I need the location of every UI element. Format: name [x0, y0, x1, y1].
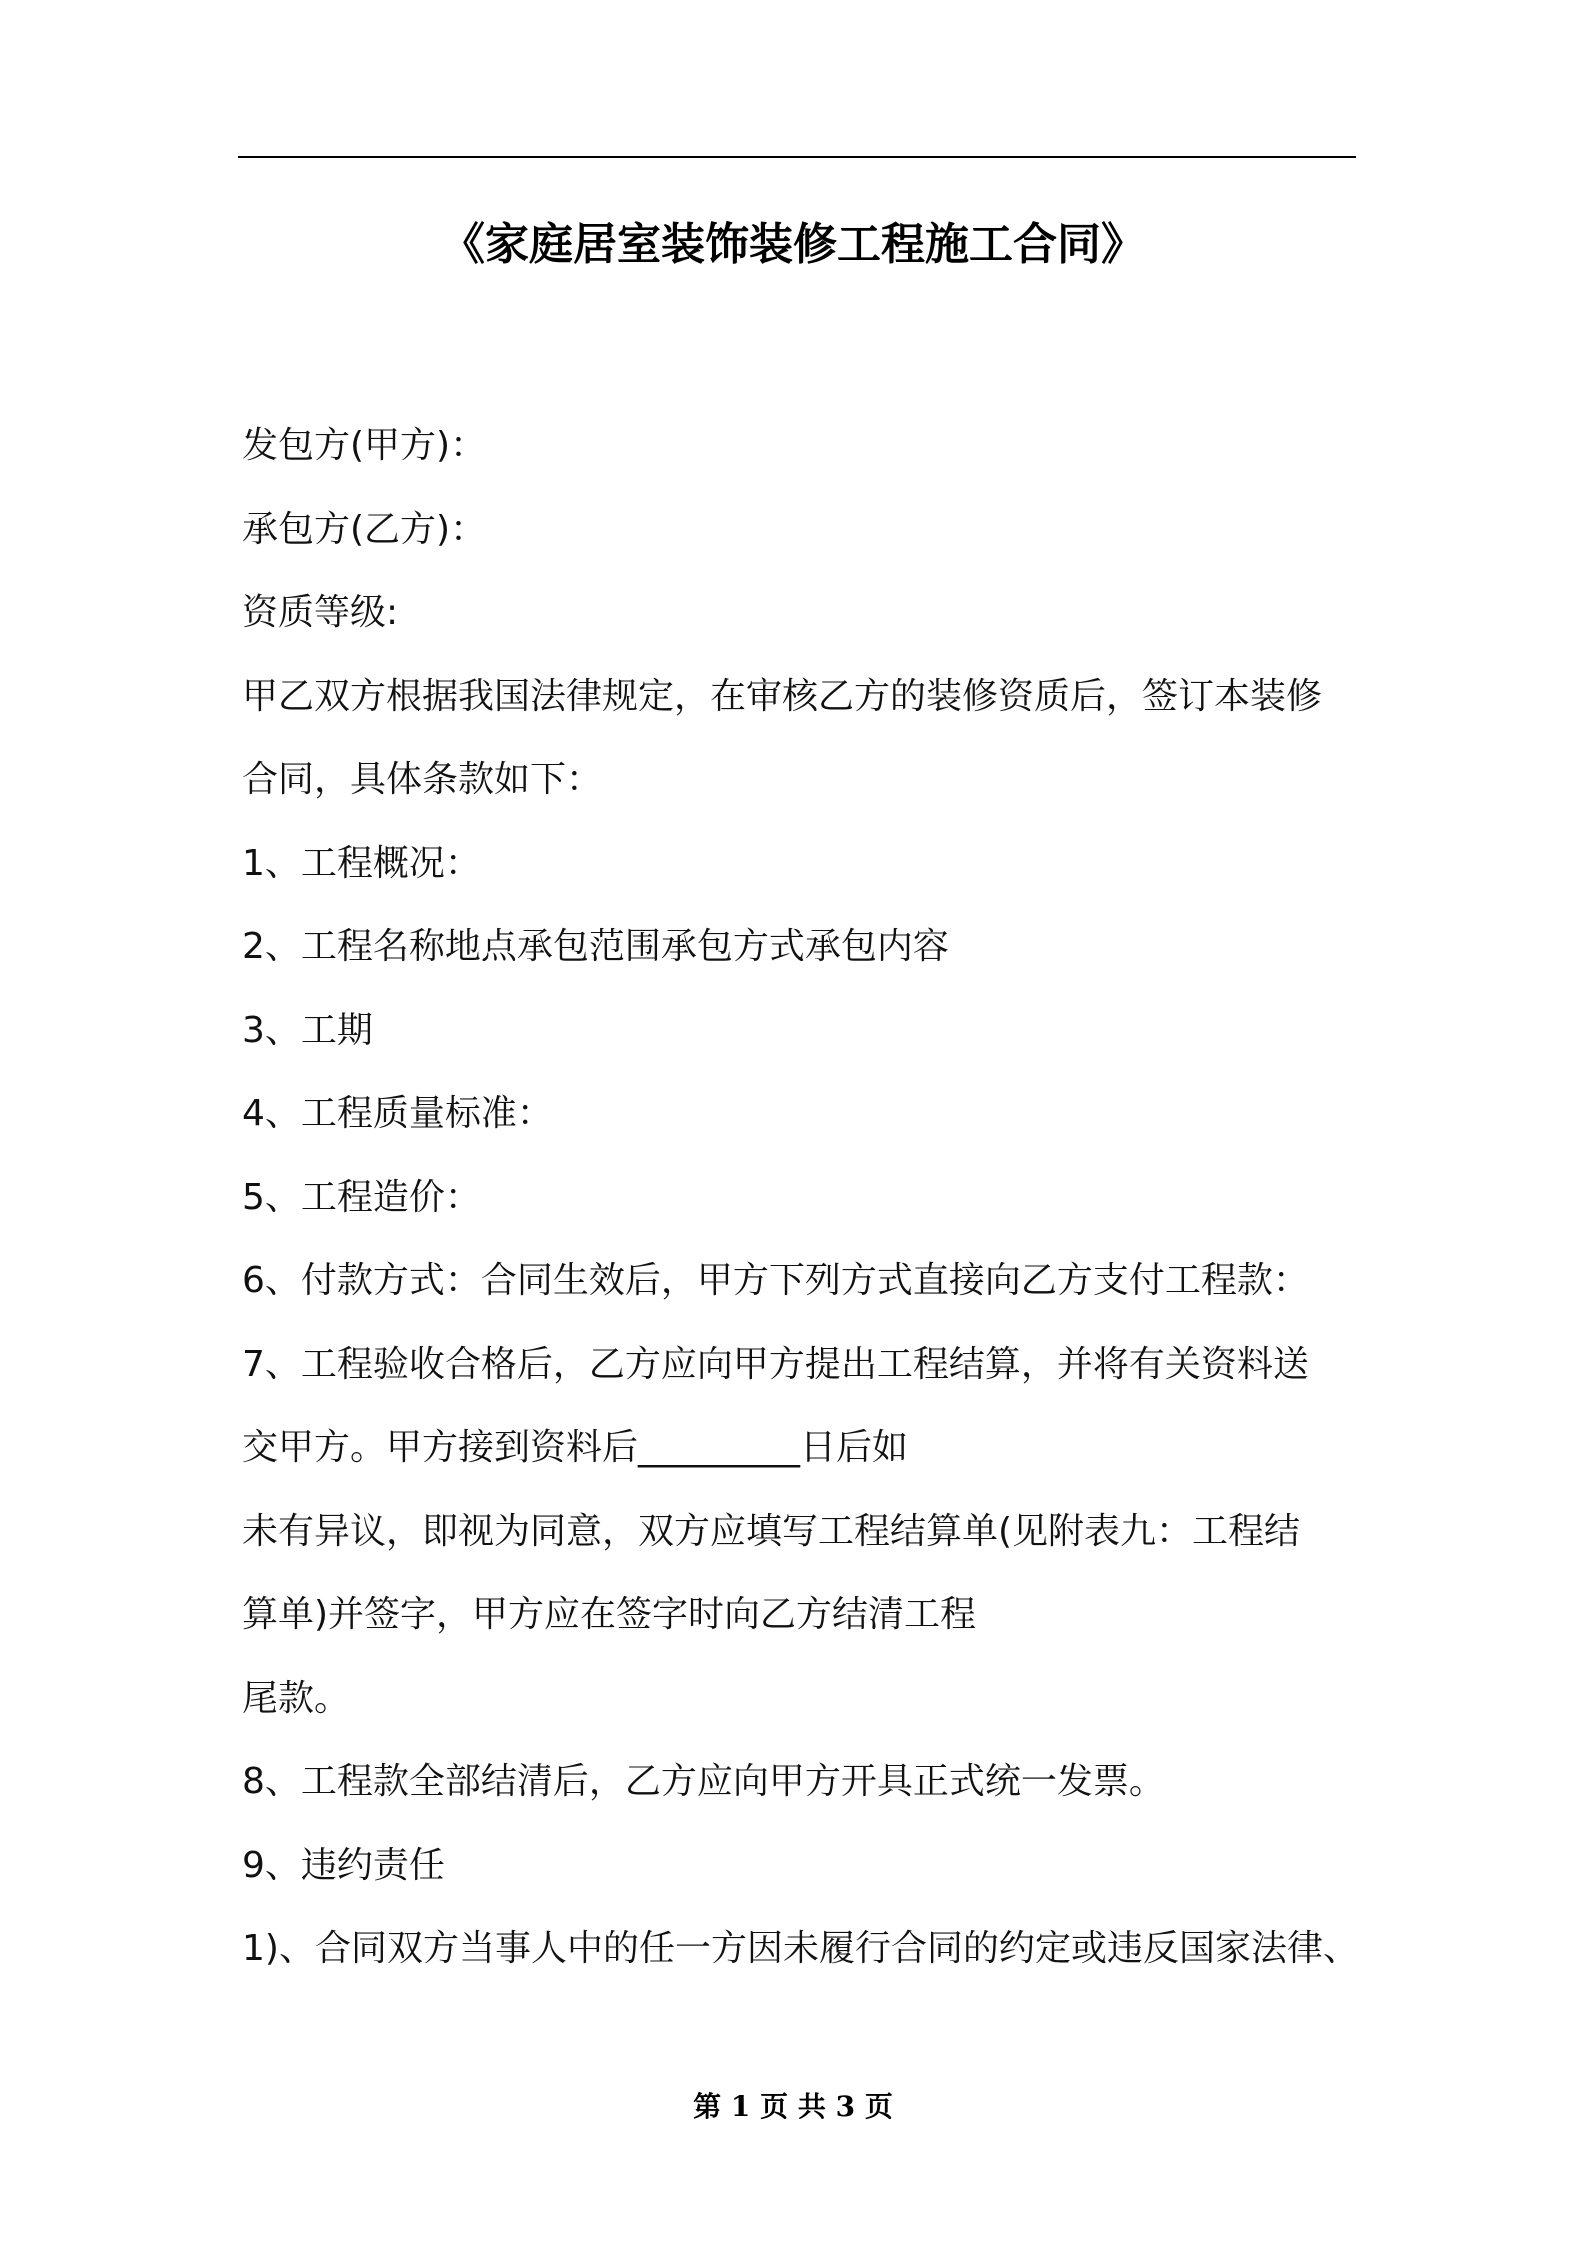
clause-line: 算单)并签字，甲方应在签字时向乙方结清工程 — [242, 1594, 977, 1635]
clause-line: 7、工程验收合格后，乙方应向甲方提出工程结算，并将有关资料送 — [242, 1343, 1309, 1385]
paragraph-line: 甲乙双方根据我国法律规定，在审核乙方的装修资质后，签订本装修 — [242, 675, 1323, 717]
clause-line: 交甲方。甲方接到资料后_________日后如 — [242, 1427, 909, 1468]
document-title: 《家庭居室装饰装修工程施工合同》 — [441, 219, 1145, 270]
clause-line: 1)、合同双方当事人中的任一方因未履行合同的约定或违反国家法律、 — [242, 1928, 1359, 1969]
party-b-line: 承包方(乙方)： — [242, 508, 487, 550]
clause-line: 9、违约责任 — [242, 1844, 445, 1886]
page-footer: 第 1 页 共 3 页 — [693, 2090, 893, 2123]
clause-line: 6、付款方式：合同生效后，甲方下列方式直接向乙方支付工程款： — [242, 1260, 1309, 1301]
clause-line: 未有异议，即视为同意，双方应填写工程结算单(见附表九：工程结 — [242, 1510, 1301, 1552]
clause-line: 2、工程名称地点承包范围承包方式承包内容 — [242, 926, 949, 967]
clause-line: 5、工程造价： — [242, 1176, 481, 1218]
paragraph-line: 合同，具体条款如下： — [242, 759, 603, 800]
header-rule — [238, 156, 1356, 158]
clause-line: 8、工程款全部结清后，乙方应向甲方开具正式统一发票。 — [242, 1761, 1165, 1802]
clause-line: 4、工程质量标准： — [242, 1093, 553, 1134]
document-body — [242, 404, 1382, 1991]
clause-line: 1、工程概况： — [242, 842, 481, 884]
clause-line: 尾款。 — [242, 1677, 351, 1719]
qualification-line: 资质等级: — [242, 592, 399, 633]
party-a-line: 发包方(甲方)： — [242, 425, 487, 466]
clause-line: 3、工期 — [242, 1009, 373, 1051]
